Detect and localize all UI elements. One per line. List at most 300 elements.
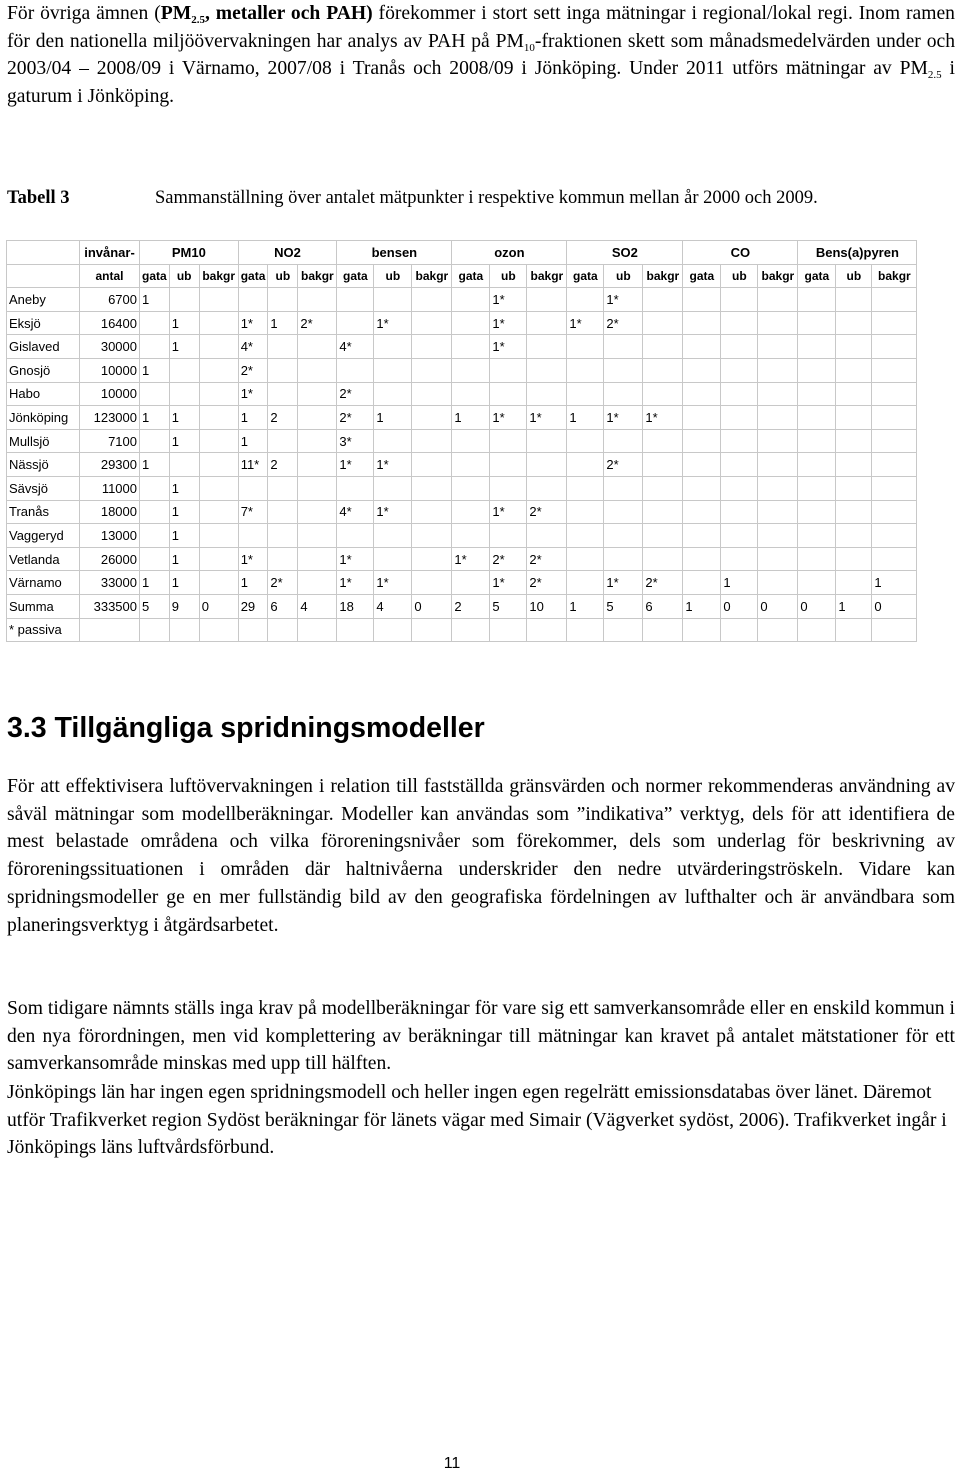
empty-cell [199,618,238,642]
count-cell [452,571,490,595]
table-row [7,429,917,453]
count-cell [199,382,238,406]
count-cell [758,335,798,359]
count-cell [683,382,721,406]
count-cell [683,476,721,500]
count-cell [872,288,917,312]
count-cell [199,571,238,595]
count-cell: 2* [527,500,567,524]
count-cell [643,311,683,335]
count-cell [268,288,298,312]
count-cell [643,500,683,524]
population-cell: 11000 [80,476,140,500]
empty-cell [527,618,567,642]
count-cell [798,406,836,430]
count-cell [412,453,452,477]
count-cell: 2 [268,453,298,477]
count-cell [798,311,836,335]
count-cell: 1 [169,524,199,548]
count-cell [452,288,490,312]
count-cell [758,547,798,571]
header-cell-pollutant: Bens(a)pyren [798,241,917,265]
count-cell [169,453,199,477]
count-cell: 2* [298,311,337,335]
count-cell [374,476,412,500]
count-cell: 2* [238,358,268,382]
count-cell: 1* [643,406,683,430]
table-row [7,406,917,430]
intro-sub-10: 10 [523,41,535,54]
count-cell [527,524,567,548]
count-cell [298,524,337,548]
count-cell: 1 [872,571,917,595]
count-cell [490,524,527,548]
count-cell: 0 [199,594,238,618]
count-cell: 1* [490,571,527,595]
count-cell [758,429,798,453]
count-cell [721,476,758,500]
header-cell-station-type: ub [721,264,758,288]
count-cell [199,476,238,500]
count-cell: 9 [169,594,199,618]
count-cell [721,453,758,477]
count-cell [374,429,412,453]
count-cell [758,453,798,477]
count-cell [758,358,798,382]
count-cell [567,358,604,382]
count-cell: 1 [567,406,604,430]
count-cell: 1 [169,311,199,335]
count-cell: 11* [238,453,268,477]
count-cell [412,288,452,312]
count-cell [643,524,683,548]
count-cell [412,406,452,430]
count-cell [683,288,721,312]
count-cell [199,429,238,453]
count-cell [643,547,683,571]
intro-bold-rest: , metaller och PAH) [204,3,373,24]
count-cell [452,382,490,406]
count-cell [567,335,604,359]
count-cell: 1 [169,406,199,430]
count-cell [298,547,337,571]
count-cell: 1 [169,547,199,571]
header-cell-station-type: gata [798,264,836,288]
count-cell [567,524,604,548]
count-cell [758,571,798,595]
count-cell [412,358,452,382]
count-cell [604,524,643,548]
count-cell [643,358,683,382]
count-cell [836,453,872,477]
count-cell: 0 [721,594,758,618]
count-cell [758,406,798,430]
count-cell [643,382,683,406]
count-cell: 29 [238,594,268,618]
header-cell-station-type: ub [490,264,527,288]
count-cell: 18 [337,594,374,618]
count-cell [604,547,643,571]
count-cell: 1* [604,571,643,595]
header-cell-antal: antal [80,264,140,288]
count-cell [412,382,452,406]
count-cell [721,500,758,524]
table-row [7,382,917,406]
count-cell [298,500,337,524]
header-cell-station-type: bakgr [412,264,452,288]
header-cell-station-type: gata [683,264,721,288]
count-cell [298,382,337,406]
count-cell [268,429,298,453]
header-cell-station-type: ub [604,264,643,288]
count-cell: 1 [721,571,758,595]
count-cell [872,547,917,571]
municipality-cell: Summa [7,594,80,618]
count-cell: 1* [452,547,490,571]
count-cell [604,358,643,382]
intro-text-3: -fraktionen skett som månadsmedelvärden under och 2003/04 – 2008/09 i Värnamo, 2007/08 i Tranås och 2008/09 i Jönköping. Under 2011 utförs mätningar av PM [7,30,955,79]
count-cell [452,453,490,477]
count-cell [490,476,527,500]
empty-cell [604,618,643,642]
count-cell [643,429,683,453]
count-cell [527,453,567,477]
empty-cell [169,618,199,642]
count-cell [140,476,170,500]
count-cell [490,453,527,477]
count-cell [567,429,604,453]
count-cell [798,382,836,406]
count-cell: 2* [527,547,567,571]
count-cell: 1 [140,288,170,312]
header-cell-station-type: ub [268,264,298,288]
municipality-cell: Sävsjö [7,476,80,500]
measurement-table [6,240,917,642]
count-cell [374,358,412,382]
header-row-pollutants [7,241,917,265]
footnote-cell: * passiva [7,618,80,642]
count-cell [798,335,836,359]
empty-cell [412,618,452,642]
count-cell [199,335,238,359]
count-cell [567,571,604,595]
count-cell [836,500,872,524]
count-cell: 1 [140,571,170,595]
count-cell [298,476,337,500]
count-cell [527,358,567,382]
municipality-cell: Habo [7,382,80,406]
page-number: 11 [443,1455,461,1472]
count-cell [199,358,238,382]
count-cell: 2* [643,571,683,595]
count-cell: 4 [374,594,412,618]
empty-cell [80,618,140,642]
municipality-cell: Vetlanda [7,547,80,571]
count-cell [527,382,567,406]
population-cell: 123000 [80,406,140,430]
population-cell: 29300 [80,453,140,477]
count-cell [140,311,170,335]
count-cell [268,382,298,406]
count-cell [836,547,872,571]
count-cell: 1* [337,547,374,571]
count-cell [527,476,567,500]
table-row [7,524,917,548]
count-cell [872,311,917,335]
header-cell-station-type: bakgr [199,264,238,288]
count-cell [836,311,872,335]
count-cell: 1* [490,406,527,430]
count-cell [643,453,683,477]
empty-cell [238,618,268,642]
empty-cell [298,618,337,642]
count-cell [238,288,268,312]
table-row [7,335,917,359]
count-cell [412,571,452,595]
count-cell [836,358,872,382]
header-cell-station-type: bakgr [643,264,683,288]
count-cell [721,288,758,312]
count-cell [721,429,758,453]
count-cell [374,547,412,571]
municipality-cell: Nässjö [7,453,80,477]
count-cell: 2 [452,594,490,618]
count-cell [238,476,268,500]
count-cell [298,429,337,453]
count-cell [567,500,604,524]
municipality-cell: Gnosjö [7,358,80,382]
count-cell [412,500,452,524]
municipality-cell: Tranås [7,500,80,524]
header-cell-station-type: bakgr [527,264,567,288]
empty-cell [758,618,798,642]
table-caption-text: Sammanställning över antalet mätpunkter i respektive kommun mellan år 2000 och 2009. [155,188,818,208]
count-cell: 1 [238,406,268,430]
count-cell [721,382,758,406]
count-cell: 1 [169,571,199,595]
count-cell [199,547,238,571]
count-cell [452,524,490,548]
population-cell: 333500 [80,594,140,618]
count-cell [872,476,917,500]
count-cell [199,406,238,430]
count-cell [452,500,490,524]
header-row-station-types [7,264,917,288]
population-cell: 13000 [80,524,140,548]
count-cell: 1* [238,311,268,335]
count-cell [836,288,872,312]
count-cell: 1* [490,500,527,524]
header-cell-station-type: ub [169,264,199,288]
count-cell: 1 [169,335,199,359]
count-cell [169,358,199,382]
intro-pm-bold [161,3,373,24]
count-cell: 7* [238,500,268,524]
header-cell-pollutant: SO2 [567,241,683,265]
count-cell [268,476,298,500]
count-cell: 4* [238,335,268,359]
count-cell [798,453,836,477]
count-cell: 1 [238,571,268,595]
count-cell [412,335,452,359]
count-cell: 2* [490,547,527,571]
count-cell [683,547,721,571]
count-cell [374,288,412,312]
section-title: 3.3 Tillgängliga spridningsmodeller [7,712,485,744]
count-cell: 1 [452,406,490,430]
count-cell: 6 [643,594,683,618]
count-cell: 1* [490,335,527,359]
count-cell [268,524,298,548]
count-cell [758,476,798,500]
count-cell [872,335,917,359]
count-cell: 1 [567,594,604,618]
table-row [7,476,917,500]
count-cell [721,358,758,382]
count-cell [337,288,374,312]
count-cell [374,335,412,359]
count-cell [169,288,199,312]
population-cell: 10000 [80,382,140,406]
count-cell: 2* [527,571,567,595]
count-cell [604,335,643,359]
empty-cell [721,618,758,642]
count-cell: 1* [374,311,412,335]
count-cell [452,335,490,359]
count-cell [412,524,452,548]
header-cell-station-type: gata [567,264,604,288]
table-body [7,241,917,642]
intro-text-2: förekommer i stort sett inga mätningar i regional/lokal regi. Inom ramen för den nationella miljöövervakningen har analys av PAH på PM [7,3,955,52]
header-cell-station-type [7,264,80,288]
count-cell [140,547,170,571]
count-cell [836,429,872,453]
count-cell [298,406,337,430]
municipality-cell: Gislaved [7,335,80,359]
count-cell: 5 [604,594,643,618]
count-cell [683,358,721,382]
count-cell: 1 [140,453,170,477]
count-cell: 4* [337,500,374,524]
count-cell [567,288,604,312]
count-cell [836,382,872,406]
count-cell [140,335,170,359]
count-cell [567,547,604,571]
empty-cell [567,618,604,642]
count-cell: 1 [169,476,199,500]
table-row [7,358,917,382]
count-cell: 1* [490,288,527,312]
header-cell-station-type: gata [337,264,374,288]
count-cell [490,358,527,382]
count-cell: 4* [337,335,374,359]
count-cell [758,524,798,548]
population-cell: 33000 [80,571,140,595]
count-cell [836,524,872,548]
count-cell [721,311,758,335]
count-cell: 3* [337,429,374,453]
count-cell: 1 [268,311,298,335]
count-cell [872,429,917,453]
header-cell-population: invånar- [80,241,140,265]
empty-cell [140,618,170,642]
header-cell-station-type: gata [140,264,170,288]
count-cell [412,547,452,571]
header-cell-pollutant: NO2 [238,241,337,265]
count-cell: 1 [140,358,170,382]
intro-paragraph [7,0,955,110]
count-cell [298,453,337,477]
table-row [7,500,917,524]
count-cell [268,358,298,382]
count-cell [683,524,721,548]
empty-cell [337,618,374,642]
header-cell-station-type: ub [374,264,412,288]
count-cell: 1* [604,406,643,430]
count-cell [758,500,798,524]
count-cell [758,288,798,312]
count-cell [683,406,721,430]
count-cell [199,500,238,524]
count-cell [643,288,683,312]
table-caption [7,188,955,209]
count-cell [683,311,721,335]
municipality-cell: Mullsjö [7,429,80,453]
count-cell: 2* [337,382,374,406]
count-cell [872,382,917,406]
count-cell [452,311,490,335]
count-cell [683,453,721,477]
empty-cell [268,618,298,642]
count-cell: 1 [140,406,170,430]
empty-cell [452,618,490,642]
count-cell: 1* [490,311,527,335]
count-cell [337,311,374,335]
count-cell [452,429,490,453]
count-cell [268,500,298,524]
count-cell: 1 [836,594,872,618]
count-cell [567,453,604,477]
empty-cell [872,618,917,642]
header-cell-pollutant: bensen [337,241,452,265]
count-cell [604,382,643,406]
empty-cell [798,618,836,642]
paragraph-2: Som tidigare nämnts ställs inga krav på modellberäkningar för vare sig ett samverkansområde eller en enskild kommun i den nya förordningen, men vid komplettering av beräkningar till mätningar kan kravet på antalet mätstationer för ett samverkansområde minskas med upp till hälften. [7,998,955,1075]
count-cell [721,406,758,430]
count-cell [872,358,917,382]
count-cell: 1* [374,453,412,477]
count-cell [836,476,872,500]
header-cell-pollutant: CO [683,241,798,265]
count-cell [337,358,374,382]
intro-text-1: För övriga ämnen ( [7,3,161,24]
population-cell: 18000 [80,500,140,524]
table-row [7,288,917,312]
count-cell [758,382,798,406]
count-cell [527,429,567,453]
empty-cell [836,618,872,642]
count-cell [567,476,604,500]
count-cell [798,524,836,548]
empty-cell [643,618,683,642]
population-cell: 16400 [80,311,140,335]
count-cell: 1* [604,288,643,312]
count-cell: 1* [374,571,412,595]
count-cell [199,524,238,548]
population-cell: 26000 [80,547,140,571]
count-cell [798,429,836,453]
count-cell [527,288,567,312]
